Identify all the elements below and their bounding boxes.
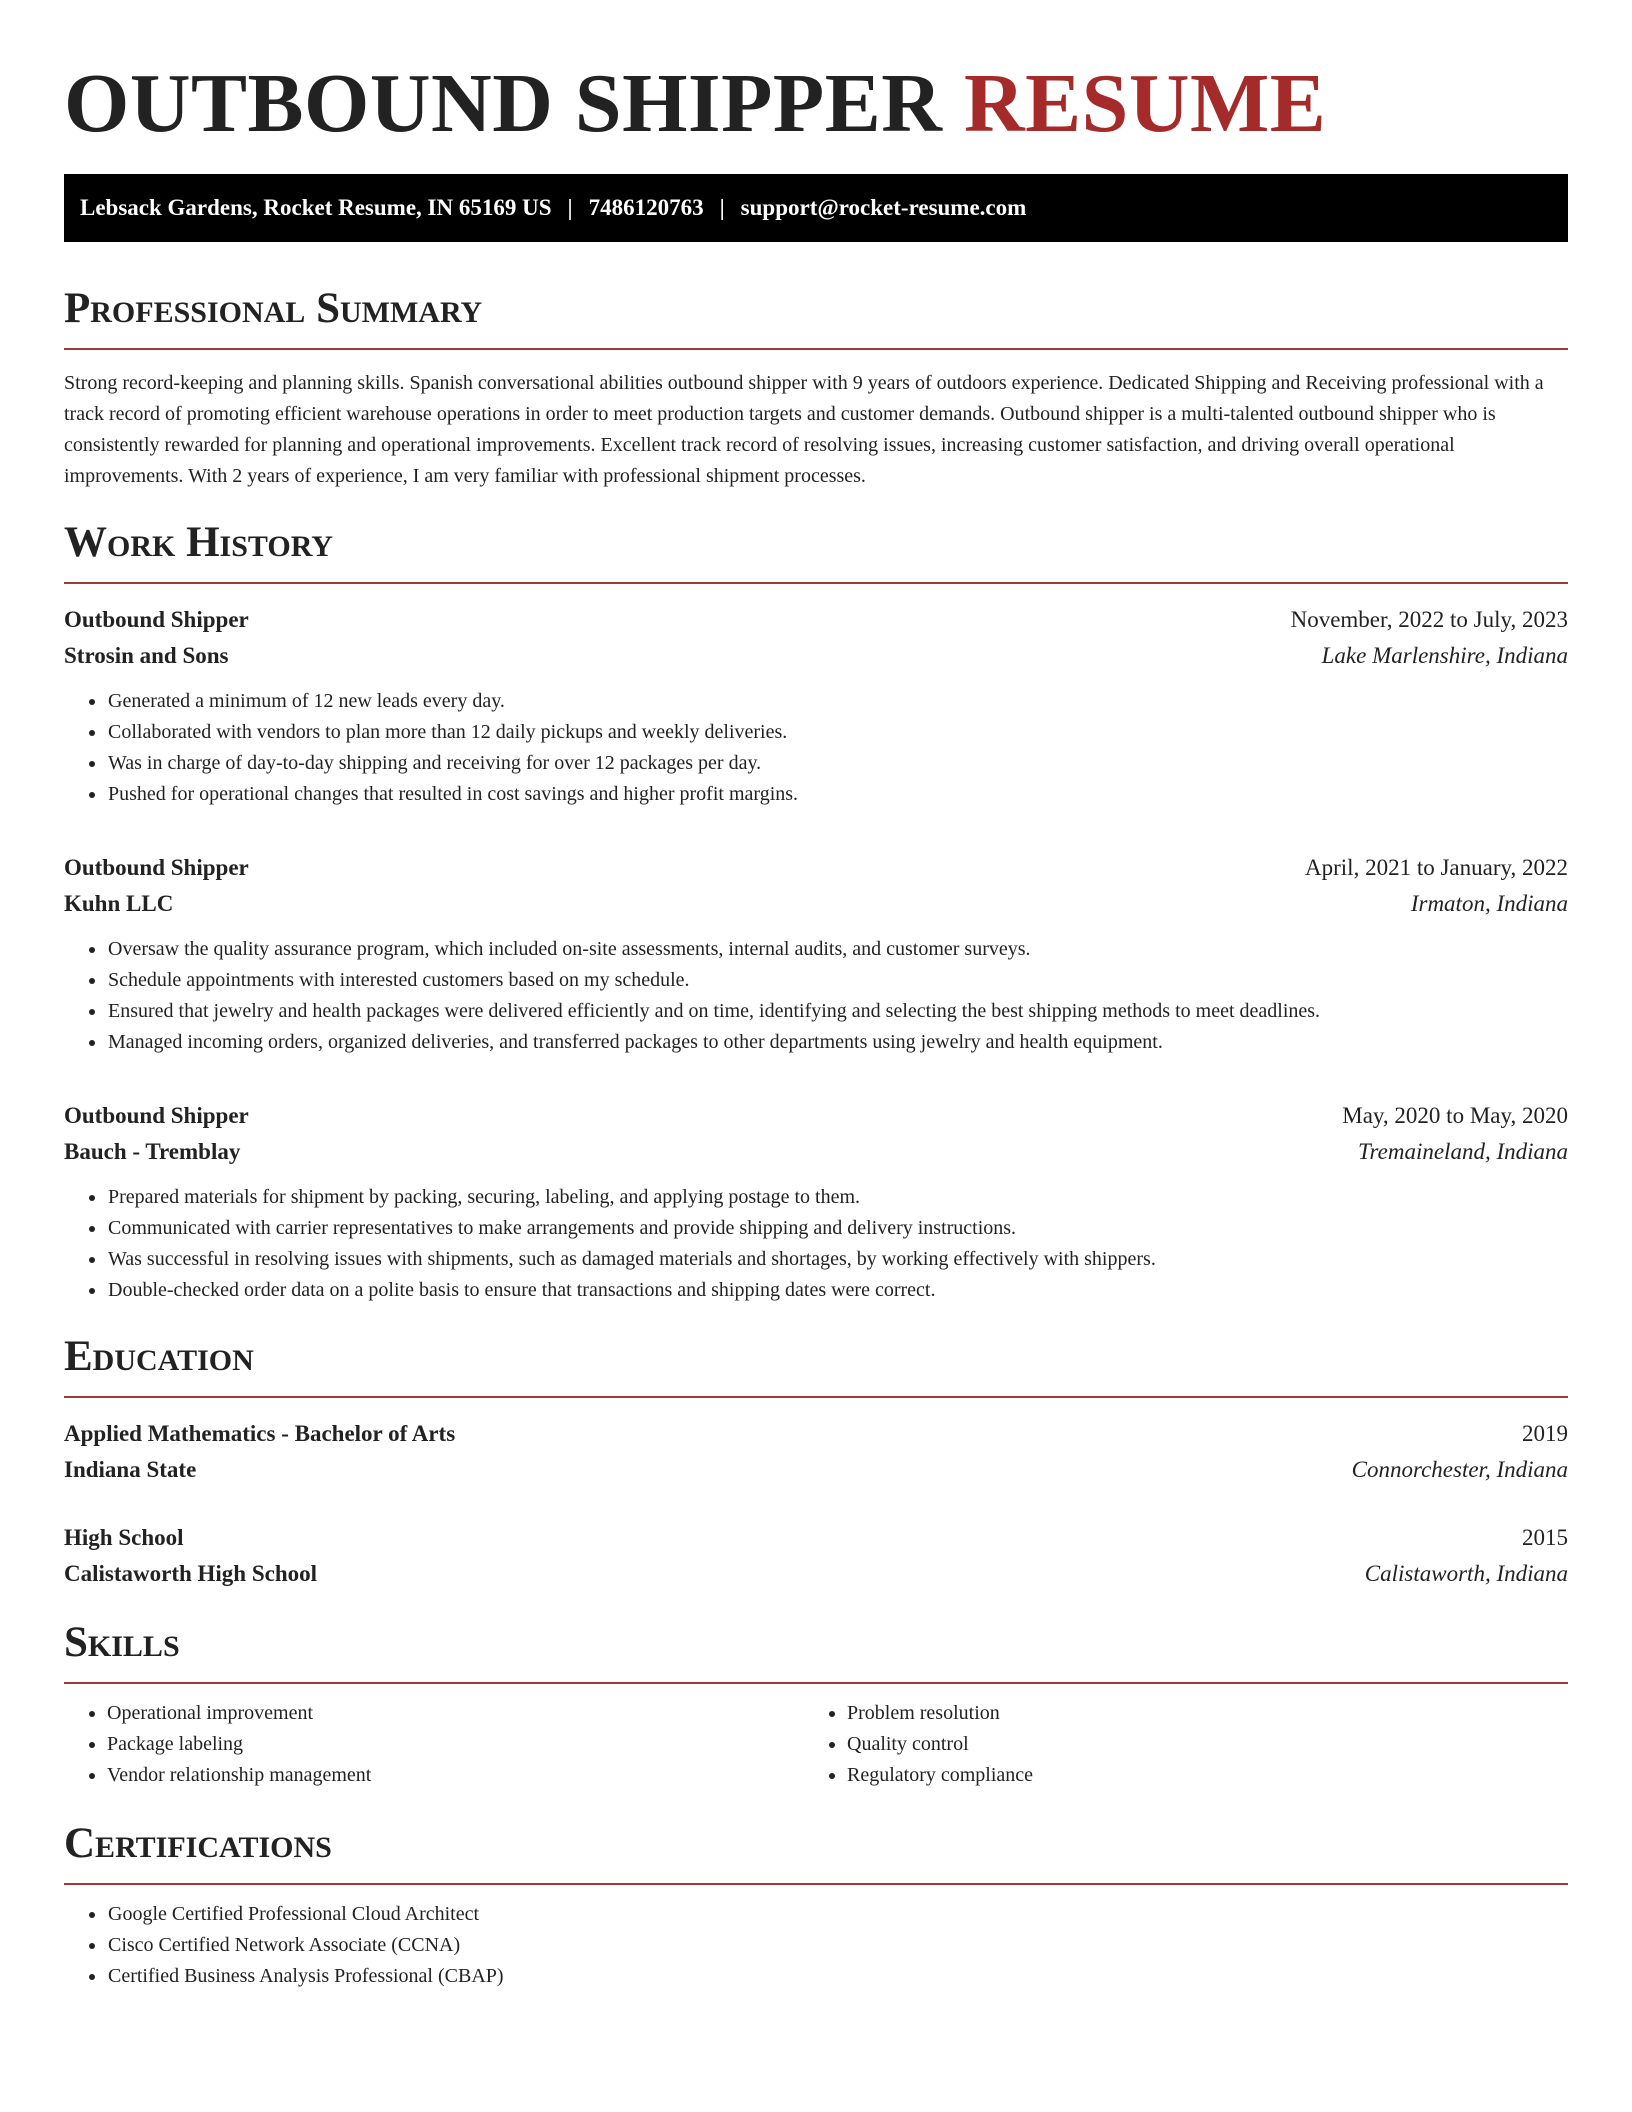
education-school: Indiana State bbox=[64, 1457, 197, 1482]
job-entry bbox=[64, 602, 1568, 810]
job-location: Lake Marlenshire, Indiana bbox=[1321, 643, 1568, 668]
certifications-section bbox=[64, 1819, 1568, 1992]
section-title-summary: Professional Summary bbox=[64, 284, 1568, 350]
certification-item: • Cisco Certified Network Associate (CCNA) bbox=[107, 1930, 1568, 1961]
certifications-list bbox=[64, 1899, 1568, 1992]
list-item: • Was successful in resolving issues with shipments, such as damaged materials and shortages, by working effectively with shippers. bbox=[107, 1244, 1568, 1275]
education-header-row bbox=[64, 1520, 1568, 1556]
job-header-row bbox=[64, 602, 1568, 638]
list-item: • Double-checked order data on a polite basis to ensure that transactions and shipping dates were correct. bbox=[107, 1275, 1568, 1306]
list-item: • Schedule appointments with interested customers based on my schedule. bbox=[107, 965, 1568, 996]
work-history-section bbox=[64, 518, 1568, 1306]
job-dates: May, 2020 to May, 2020 bbox=[1342, 1103, 1568, 1128]
contact-separator: | bbox=[567, 195, 573, 220]
job-header-row bbox=[64, 850, 1568, 886]
list-item: • Generated a minimum of 12 new leads every day. bbox=[107, 686, 1568, 717]
list-item: • Managed incoming orders, organized deliveries, and transferred packages to other departments using jewelry and health equipment. bbox=[107, 1027, 1568, 1058]
title-main: OUTBOUND SHIPPER bbox=[64, 57, 943, 150]
list-item: • Communicated with carrier representatives to make arrangements and provide shipping and delivery instructions. bbox=[107, 1213, 1568, 1244]
education-location: Calistaworth, Indiana bbox=[1364, 1561, 1568, 1586]
job-company-row bbox=[64, 1134, 1568, 1170]
education-entry bbox=[64, 1416, 1568, 1488]
job-company: Kuhn LLC bbox=[64, 891, 174, 916]
education-location: Connorchester, Indiana bbox=[1351, 1457, 1568, 1482]
list-item: • Was in charge of day-to-day shipping and receiving for over 12 packages per day. bbox=[107, 748, 1568, 779]
section-title-education: Education bbox=[64, 1332, 1568, 1398]
certification-item: • Google Certified Professional Cloud Architect bbox=[107, 1899, 1568, 1930]
resume-title bbox=[64, 56, 1568, 152]
title-accent: RESUME bbox=[963, 57, 1327, 150]
job-bullets bbox=[64, 934, 1568, 1058]
list-item: • Collaborated with vendors to plan more than 12 daily pickups and weekly deliveries. bbox=[107, 717, 1568, 748]
education-degree: Applied Mathematics - Bachelor of Arts bbox=[64, 1421, 456, 1446]
contact-email: support@rocket-resume.com bbox=[740, 195, 1027, 220]
job-company-row bbox=[64, 886, 1568, 922]
education-school: Calistaworth High School bbox=[64, 1561, 318, 1586]
section-title-work-history: Work History bbox=[64, 518, 1568, 584]
job-role: Outbound Shipper bbox=[64, 855, 249, 880]
education-section bbox=[64, 1332, 1568, 1592]
section-title-skills: Skills bbox=[64, 1618, 1568, 1684]
list-item: • Pushed for operational changes that resulted in cost savings and higher profit margins. bbox=[107, 779, 1568, 810]
skill-item: • Problem resolution bbox=[847, 1698, 1544, 1729]
section-title-certifications: Certifications bbox=[64, 1819, 1568, 1885]
contact-phone: 7486120763 bbox=[588, 195, 704, 220]
list-item: • Oversaw the quality assurance program, which included on-site assessments, internal audits, and customer surveys. bbox=[107, 934, 1568, 965]
skills-column-left bbox=[64, 1698, 804, 1791]
job-company: Bauch - Tremblay bbox=[64, 1139, 241, 1164]
contact-separator: | bbox=[719, 195, 725, 220]
job-bullets bbox=[64, 686, 1568, 810]
summary-text: Strong record-keeping and planning skills. Spanish conversational abilities outbound shipper with 9 years of outdoors experience. Dedicated Shipping and Receiving professional with a track record of promoting efficient warehouse operations in order to meet production targets and customer demands. Outbound shipper is a multi-talented outbound shipper who is consistently rewarded for planning and operational improvements. Excellent track record of resolving issues, increasing customer satisfaction, and driving overall operational improvements. With 2 years of experience, I am very familiar with professional shipment processes. bbox=[64, 372, 1544, 487]
skill-item: • Vendor relationship management bbox=[107, 1760, 804, 1791]
job-entry bbox=[64, 850, 1568, 1058]
summary-section bbox=[64, 284, 1568, 492]
job-location: Tremaineland, Indiana bbox=[1358, 1139, 1568, 1164]
job-entry bbox=[64, 1098, 1568, 1306]
education-degree: High School bbox=[64, 1525, 184, 1550]
contact-address: Lebsack Gardens, Rocket Resume, IN 65169 US bbox=[80, 195, 552, 220]
job-header-row bbox=[64, 1098, 1568, 1134]
job-role: Outbound Shipper bbox=[64, 1103, 249, 1128]
skills-column-right bbox=[804, 1698, 1544, 1791]
job-dates: April, 2021 to January, 2022 bbox=[1305, 855, 1568, 880]
job-company: Strosin and Sons bbox=[64, 643, 229, 668]
certification-item: • Certified Business Analysis Professional (CBAP) bbox=[107, 1961, 1568, 1992]
contact-bar bbox=[64, 174, 1568, 242]
list-item: • Ensured that jewelry and health packages were delivered efficiently and on time, identifying and selecting the best shipping methods to meet deadlines. bbox=[107, 996, 1568, 1027]
skill-item: • Operational improvement bbox=[107, 1698, 804, 1729]
education-header-row bbox=[64, 1416, 1568, 1452]
education-year: 2015 bbox=[1522, 1525, 1568, 1550]
education-school-row bbox=[64, 1452, 1568, 1488]
skill-item: • Package labeling bbox=[107, 1729, 804, 1760]
job-dates: November, 2022 to July, 2023 bbox=[1290, 607, 1568, 632]
list-item: • Prepared materials for shipment by packing, securing, labeling, and applying postage to them. bbox=[107, 1182, 1568, 1213]
education-entry bbox=[64, 1520, 1568, 1592]
skills-section bbox=[64, 1618, 1568, 1791]
job-company-row bbox=[64, 638, 1568, 674]
skill-item: • Regulatory compliance bbox=[847, 1760, 1544, 1791]
education-school-row bbox=[64, 1556, 1568, 1592]
skill-item: • Quality control bbox=[847, 1729, 1544, 1760]
job-role: Outbound Shipper bbox=[64, 607, 249, 632]
job-location: Irmaton, Indiana bbox=[1410, 891, 1568, 916]
job-bullets bbox=[64, 1182, 1568, 1306]
education-year: 2019 bbox=[1522, 1421, 1568, 1446]
skills-grid bbox=[64, 1698, 1568, 1791]
